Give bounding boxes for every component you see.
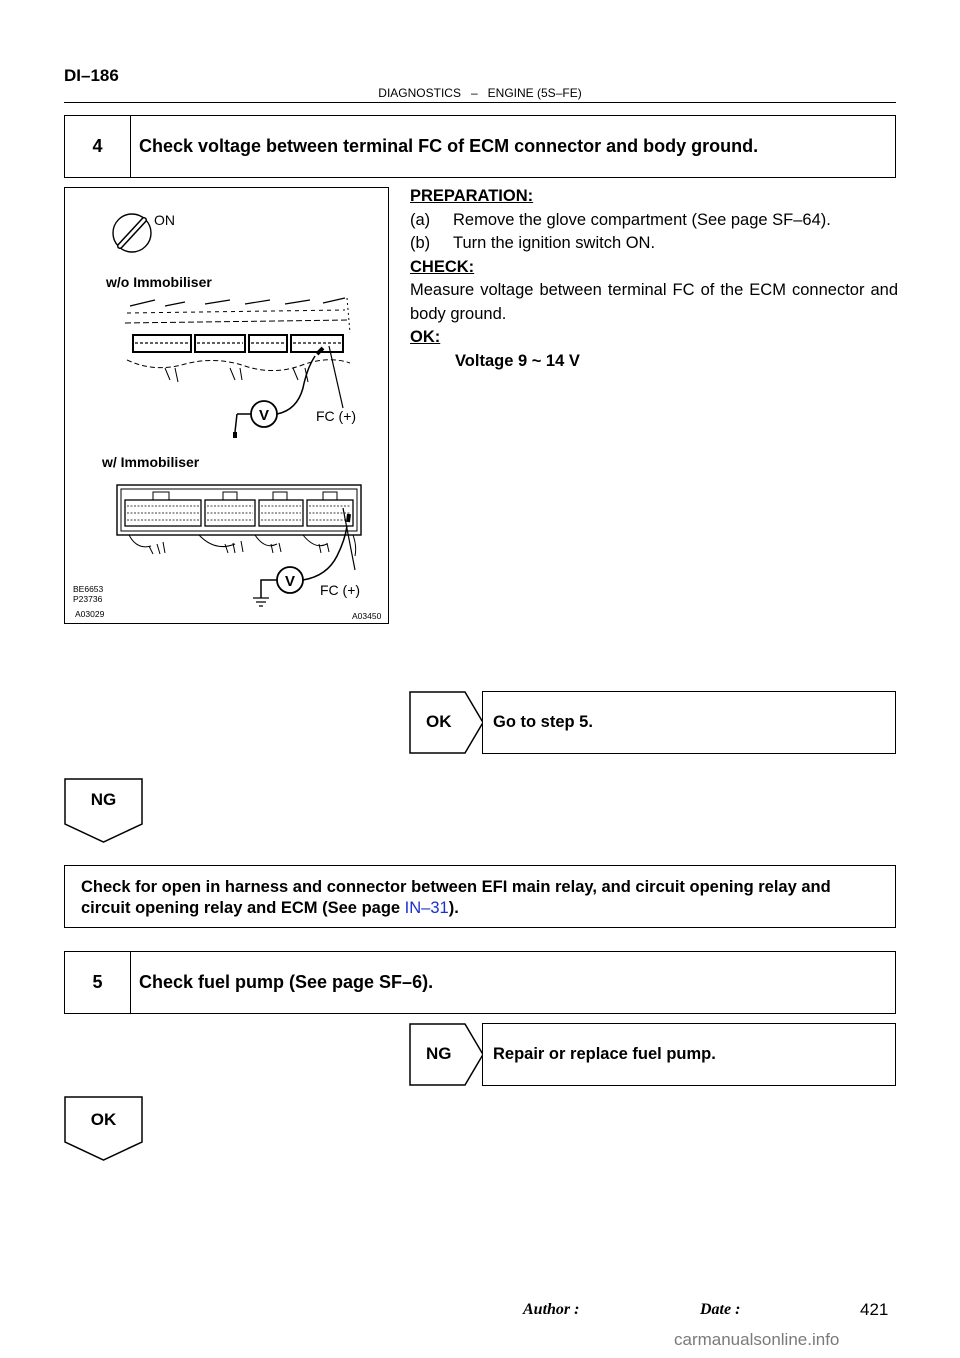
ok-flag-label: OK [90,1110,117,1129]
connector-figure [64,187,389,624]
ecm-connector-sketch-icon [125,298,350,382]
prep-step-a-text: Remove the glove compartment (See page SF–64). [453,210,831,229]
ng-arrow-label: NG [426,1044,452,1063]
step-4-box [64,115,896,178]
figure-code-3: A03029 [75,609,105,619]
header-subsection: ENGINE (5S–FE) [487,86,582,100]
ng-flag-icon [64,778,143,843]
w-immobiliser-label: w/ Immobiliser [102,454,200,470]
figure-code-2: P23736 [73,594,103,604]
prep-step-a-label: (a) [410,210,431,229]
header-rule [64,102,896,103]
step-5-title: Check fuel pump (See page SF–6). [139,972,434,992]
ok-arrow-label: OK [426,712,452,731]
ground-icon [253,598,269,606]
fc-label-bottom: FC (+) [320,582,361,598]
fc-top-leader [329,346,343,408]
ok-result-box: Go to step 5. [482,691,896,754]
check-text: Measure voltage between terminal FC of the ECM connector and body ground. [410,281,898,323]
step-4-number: 4 [65,116,131,177]
header-title [0,86,960,100]
wo-immobiliser-label: w/o Immobiliser [106,274,212,290]
prep-step-b [410,232,898,256]
ecm-connector-icon [117,485,361,556]
prep-step-b-text: Turn the ignition switch ON. [453,234,656,252]
fc-label-top: FC (+) [316,408,357,424]
ignition-switch-icon [113,214,151,252]
ng-action-box [64,865,896,928]
ok-heading: OK: [410,328,441,346]
step-5-box [64,951,896,1014]
voltmeter-top-icon [235,348,323,438]
ng-action-text: Check for open in harness and connector between EFI main relay, and circuit opening relay and circuit opening relay and ECM (See page [81,878,831,917]
ng-action-link[interactable]: IN–31 [404,899,449,917]
procedure-text [410,185,898,373]
page-number: 421 [860,1300,889,1319]
watermark: carmanualsonline.info [674,1330,840,1349]
ok-value: Voltage 9 ~ 14 V [455,351,580,370]
preparation-heading: PREPARATION: [410,187,534,205]
step-4-title: Check voltage between terminal FC of ECM connector and body ground. [139,136,759,156]
check-heading: CHECK: [410,257,475,276]
prep-step-b-label: (b) [410,234,431,252]
figure-code-1: BE6653 [73,584,104,594]
ng-result-box: Repair or replace fuel pump. [482,1023,896,1086]
step-5-number: 5 [65,952,131,1013]
figure-code-4: A03450 [352,611,382,621]
ng-action-text-end: ). [448,899,459,917]
footer-date: Date : [700,1301,741,1318]
voltmeter-top-symbol: V [258,407,270,424]
header-separator: – [470,86,478,100]
voltmeter-bottom-symbol: V [284,573,296,590]
ng-flag-label: NG [90,790,117,809]
switch-on-label: ON [154,212,175,228]
page-id: DI–186 [64,66,119,85]
footer-author: Author : [523,1301,580,1318]
connector-diagram [65,188,387,622]
header-section: DIAGNOSTICS [378,86,461,100]
prep-step-a [410,209,898,233]
